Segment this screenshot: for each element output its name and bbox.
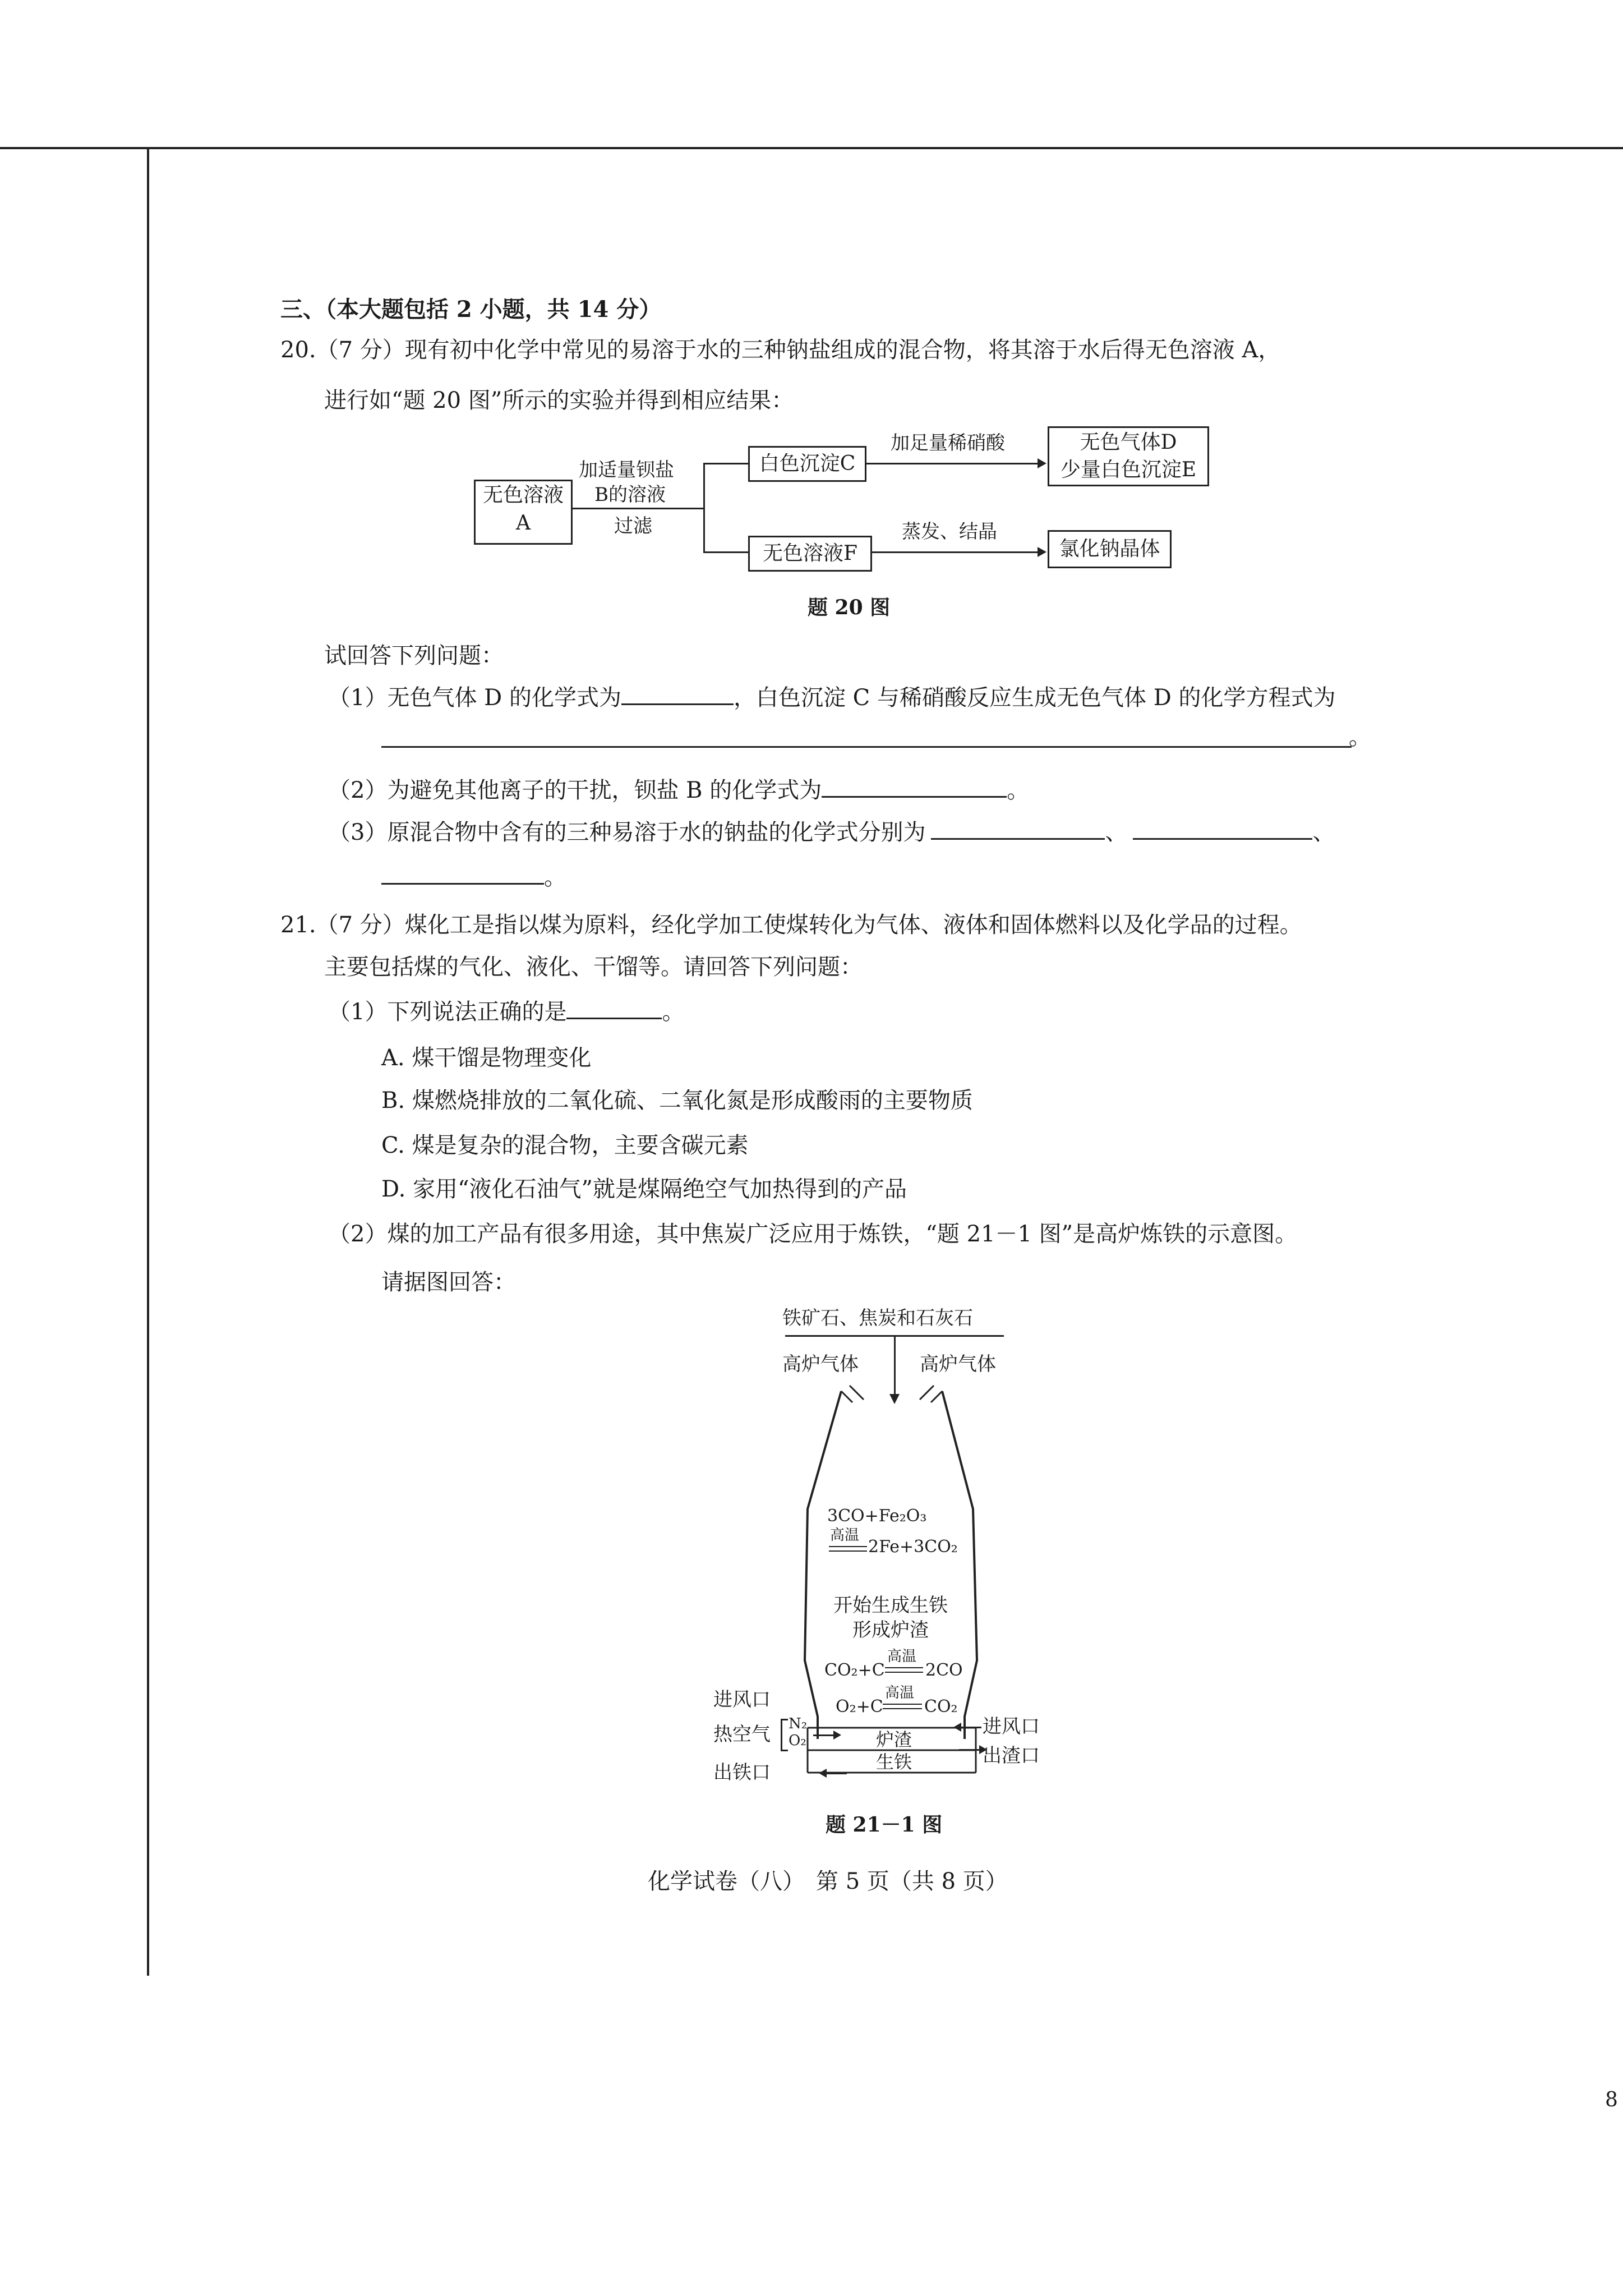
hot-air-label: 热空气 [713, 1723, 771, 1746]
slag-layer: 炉渣 [876, 1729, 912, 1750]
page-corner-number: 8 [1605, 2088, 1618, 2111]
furnace-mid-2: 形成炉渣 [852, 1619, 929, 1641]
box-nacl: 氯化钠晶体 [1048, 530, 1172, 568]
q20-part3-text: （3）原混合物中含有的三种易溶于水的钠盐的化学式分别为 [328, 820, 926, 845]
q21-option-c: C. 煤是复杂的混合物，主要含碳元素 [381, 1133, 749, 1158]
q21-option-d: D. 家用“液化石油气”就是煤隔绝空气加热得到的产品 [381, 1176, 907, 1202]
gas-label-right: 高炉气体 [920, 1353, 996, 1375]
furnace-eq3-right: CO₂ [924, 1697, 958, 1717]
hot-air-brace [781, 1719, 788, 1751]
period-equation: 。 [1349, 724, 1371, 750]
furnace-top-label: 铁矿石、焦炭和石灰石 [782, 1307, 973, 1329]
q21-part2-line-1: （2）煤的加工产品有很多用途，其中焦炭广泛应用于炼铁，“题 21－1 图”是高炉炼铁的示意图。 [328, 1221, 1298, 1247]
arrow-c-label: 加足量稀硝酸 [891, 432, 1005, 454]
slag-outlet-label: 出渣口 [983, 1745, 1040, 1767]
iron-outlet-arrow-head [819, 1769, 827, 1778]
arrow1-label-2: B的溶液 [594, 484, 666, 506]
inlet-left-label: 进风口 [713, 1688, 771, 1711]
furnace-eq2-cond: 高温 [887, 1648, 917, 1665]
q21-part2-line-2: 请据图回答： [381, 1269, 516, 1295]
page-footer: 化学试卷（八） 第 5 页（共 8 页） [648, 1869, 1008, 1894]
furnace-eq3-left: O₂+C [836, 1697, 883, 1717]
furnace-eq1-left: 3CO+Fe₂O₃ [827, 1506, 927, 1526]
q20-part2-period: 。 [1007, 777, 1030, 803]
box-precipitate-e: 少量白色沉淀E [1048, 455, 1209, 486]
q20-caption: 题 20 图 [808, 596, 891, 619]
arrow-f-label: 蒸发、结晶 [902, 521, 997, 543]
hot-air-arrow-head [833, 1731, 841, 1740]
q21-stem-1: 21.（7 分）煤化工是指以煤为原料，经化学加工使煤转化为气体、液体和固体燃料以及化学品的过程。 [280, 912, 1302, 938]
furnace-eq3-bar [883, 1704, 922, 1709]
box-gas-d: 无色气体D [1048, 426, 1209, 459]
q20-part2-text: （2）为避免其他离子的干扰，钡盐 B 的化学式为 [328, 777, 822, 803]
box-a-line-1: 无色溶液 [482, 484, 564, 507]
furnace-eq1-bar [829, 1546, 867, 1552]
gas-n2-label: N₂ [789, 1715, 808, 1732]
box-solution-f: 无色溶液F [748, 536, 872, 572]
furnace-mid-1: 开始生成生铁 [833, 1594, 948, 1617]
q21-option-b: B. 煤燃烧排放的二氧化硫、二氧化氮是形成酸雨的主要物质 [381, 1088, 973, 1114]
q20-part1-b: ，白色沉淀 C 与稀硝酸反应生成无色气体 D 的化学方程式为 [733, 685, 1336, 711]
q20-part3-period: 。 [544, 864, 566, 890]
arrow1-label-1: 加适量钡盐 [579, 459, 674, 481]
q20-prompt: 试回答下列问题： [324, 643, 504, 669]
q20-part3-comma-1: 、 [1105, 820, 1128, 845]
iron-layer: 生铁 [876, 1751, 912, 1773]
iron-outlet-arrow [824, 1773, 847, 1774]
inlet-right-label: 进风口 [983, 1715, 1040, 1738]
q20-stem-2: 进行如“题 20 图”所示的实验并得到相应结果： [324, 388, 794, 413]
gas-label-left: 高炉气体 [782, 1353, 859, 1375]
q21-part1-text: （1）下列说法正确的是 [328, 999, 567, 1025]
slag-outlet-arrow [959, 1749, 981, 1751]
arrow1-label-3: 过滤 [614, 515, 652, 537]
furnace-eq3-cond: 高温 [885, 1685, 915, 1701]
furnace-eq1-cond: 高温 [830, 1527, 860, 1544]
q20-part3-comma-2: 、 [1312, 820, 1335, 845]
iron-outlet-label: 出铁口 [713, 1761, 771, 1784]
q21-part1-period: 。 [662, 999, 685, 1025]
furnace-eq2-right: 2CO [925, 1660, 963, 1680]
q20-part1-a: （1）无色气体 D 的化学式为 [328, 685, 621, 711]
section-header: 三、（本大题包括 2 小题，共 14 分） [280, 296, 662, 323]
furnace-eq1-right: 2Fe+3CO₂ [868, 1537, 958, 1557]
furnace-eq2-left: CO₂+C [824, 1660, 885, 1680]
q20-stem-1: 20.（7 分）现有初中化学中常见的易溶于水的三种钠盐组成的混合物，将其溶于水后得无色溶液 A， [280, 337, 1281, 363]
furnace-eq2-bar [885, 1667, 923, 1673]
inlet-right-arrow [959, 1727, 981, 1728]
q21-option-a: A. 煤干馏是物理变化 [381, 1045, 592, 1071]
hot-air-arrow [813, 1734, 836, 1736]
q21-stem-2: 主要包括煤的气化、液化、干馏等。请回答下列问题： [324, 954, 863, 980]
q21-caption: 题 21－1 图 [826, 1813, 943, 1837]
inlet-right-arrow-head [953, 1723, 961, 1732]
box-a-line-2: A [516, 512, 531, 535]
gas-o2-label: O₂ [789, 1732, 806, 1749]
box-precipitate-c: 白色沉淀C [748, 446, 866, 482]
